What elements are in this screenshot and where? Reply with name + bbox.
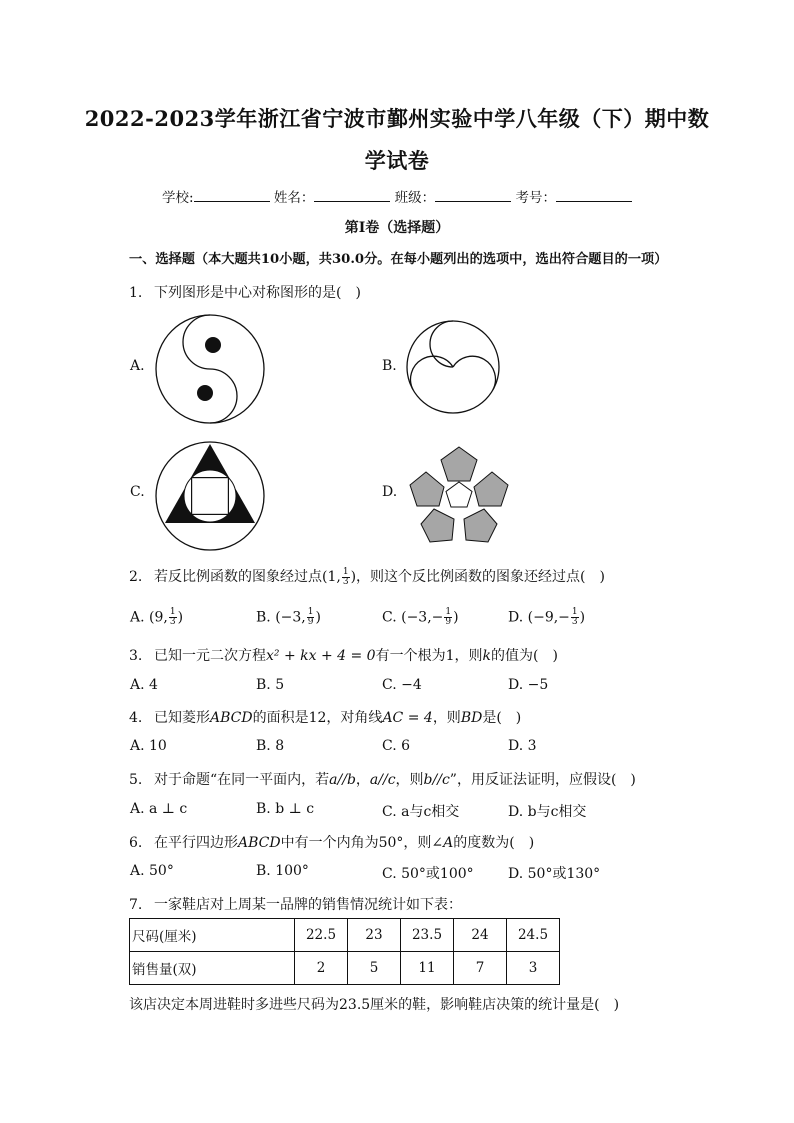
question-number: 1. — [129, 285, 143, 301]
question-number: 4. — [129, 710, 143, 726]
question-stem: 一家鞋店对上周某一品牌的销售情况统计如下表： — [154, 897, 462, 913]
table-cell: 23.5 — [401, 919, 454, 952]
table-cell: 24 — [454, 919, 507, 952]
option-b[interactable]: B. 5 — [256, 677, 285, 693]
option-c[interactable]: C. 50°或100° — [382, 866, 474, 882]
option-b[interactable]: B. 8 — [256, 738, 285, 754]
section-title: 一、选择题（本大题共10小题，共30.0分。在每小题列出的选项中，选出符合题目的一项） — [129, 252, 668, 267]
option-c[interactable]: C. 6 — [382, 738, 411, 754]
name-label: 姓名： — [273, 190, 315, 206]
table-cell: 2 — [295, 952, 348, 985]
exam-title-line2: 学试卷 — [364, 148, 430, 173]
option-a[interactable]: A. 4 — [130, 677, 158, 693]
question-stem: 下列图形是中心对称图形的是( ) — [154, 285, 361, 301]
question-5: 5. 对于命题“在同一平面内，若a//b，a//c，则b//c”，用反证法证明，应假设( ) — [129, 772, 636, 788]
option-a-label[interactable]: A. — [130, 358, 145, 374]
question-6: 6. 在平行四边形ABCD中有一个内角为50°，则∠A的度数为( ) — [129, 835, 535, 851]
question-number: 7. — [129, 897, 143, 913]
yin-yang-figure — [154, 313, 266, 425]
question-number: 5. — [129, 772, 143, 788]
triangle-square-figure — [154, 440, 266, 552]
table-row — [130, 952, 560, 985]
school-blank[interactable] — [194, 189, 270, 202]
table-cell: 3 — [507, 952, 560, 985]
option-a[interactable]: A. 50° — [130, 863, 174, 879]
student-info-line — [0, 186, 794, 206]
question-4: 4. 已知菱形ABCD的面积是12，对角线AC = 4，则BD是( ) — [129, 710, 522, 726]
question-number: 2. — [129, 569, 143, 585]
option-b[interactable]: B. b ⊥ c — [256, 801, 315, 817]
table-cell: 22.5 — [295, 919, 348, 952]
option-d[interactable]: D. 50°或130° — [508, 866, 601, 882]
option-d[interactable]: D. (−9,− $\frac{1}{3}$ ) — [508, 607, 586, 627]
pentagon-ring-figure — [404, 442, 514, 542]
option-a[interactable]: A. 10 — [130, 738, 167, 754]
question-number: 3. — [129, 648, 143, 664]
table-cell: 11 — [401, 952, 454, 985]
three-swirl-figure — [406, 320, 500, 414]
option-b[interactable]: B. (−3, $\frac{1}{9}$ ) — [256, 607, 321, 627]
part-title: 第I卷（选择题） — [344, 220, 450, 236]
table-header-cell: 销售量(双) — [130, 952, 295, 985]
table-cell: 24.5 — [507, 919, 560, 952]
question-1 — [129, 282, 361, 302]
exam-number-blank[interactable] — [556, 189, 632, 202]
question-7 — [129, 894, 462, 914]
option-b-label[interactable]: B. — [382, 358, 397, 374]
option-c[interactable]: C. (−3,− $\frac{1}{9}$ ) — [382, 607, 459, 627]
shoe-sales-table — [129, 918, 560, 985]
option-c[interactable]: C. a与c相交 — [382, 804, 460, 820]
question-stem-part: )，则这个反比例函数的图象还经过点( ) — [350, 569, 605, 585]
table-cell: 7 — [454, 952, 507, 985]
option-c-label[interactable]: C. — [130, 484, 145, 500]
exam-number-label: 考号： — [515, 190, 556, 206]
class-label: 班级： — [394, 190, 436, 206]
table-row — [130, 919, 560, 952]
option-d-label[interactable]: D. — [382, 484, 398, 500]
table-header-cell: 尺码(厘米) — [130, 919, 295, 952]
exam-title-line1: 2022-2023学年浙江省宁波市鄞州实验中学八年级（下）期中数 — [84, 106, 710, 131]
class-blank[interactable] — [435, 189, 511, 202]
fraction: $\frac{1}{3}$ — [342, 566, 349, 587]
option-d[interactable]: D. −5 — [508, 677, 549, 693]
table-cell: 23 — [348, 919, 401, 952]
question-7-followup: 该店决定本周进鞋时多进些尺码为23.5厘米的鞋，影响鞋店决策的统计量是( ) — [129, 997, 620, 1013]
question-number: 6. — [129, 835, 143, 851]
option-d[interactable]: D. b与c相交 — [508, 804, 587, 820]
table-cell: 5 — [348, 952, 401, 985]
option-d[interactable]: D. 3 — [508, 738, 537, 754]
question-3: 3. 已知一元二次方程x² + kx + 4 = 0有一个根为1，则k的值为( ) — [129, 648, 558, 664]
option-c[interactable]: C. −4 — [382, 677, 422, 693]
question-2 — [129, 566, 605, 587]
option-a[interactable]: A. (9, $\frac{1}{3}$ ) — [130, 607, 184, 627]
option-b[interactable]: B. 100° — [256, 863, 309, 879]
name-blank[interactable] — [314, 189, 390, 202]
school-label: 学校: — [162, 190, 194, 206]
option-a[interactable]: A. a ⊥ c — [130, 801, 188, 817]
question-stem-part: 若反比例函数的图象经过点(1, — [154, 569, 341, 585]
